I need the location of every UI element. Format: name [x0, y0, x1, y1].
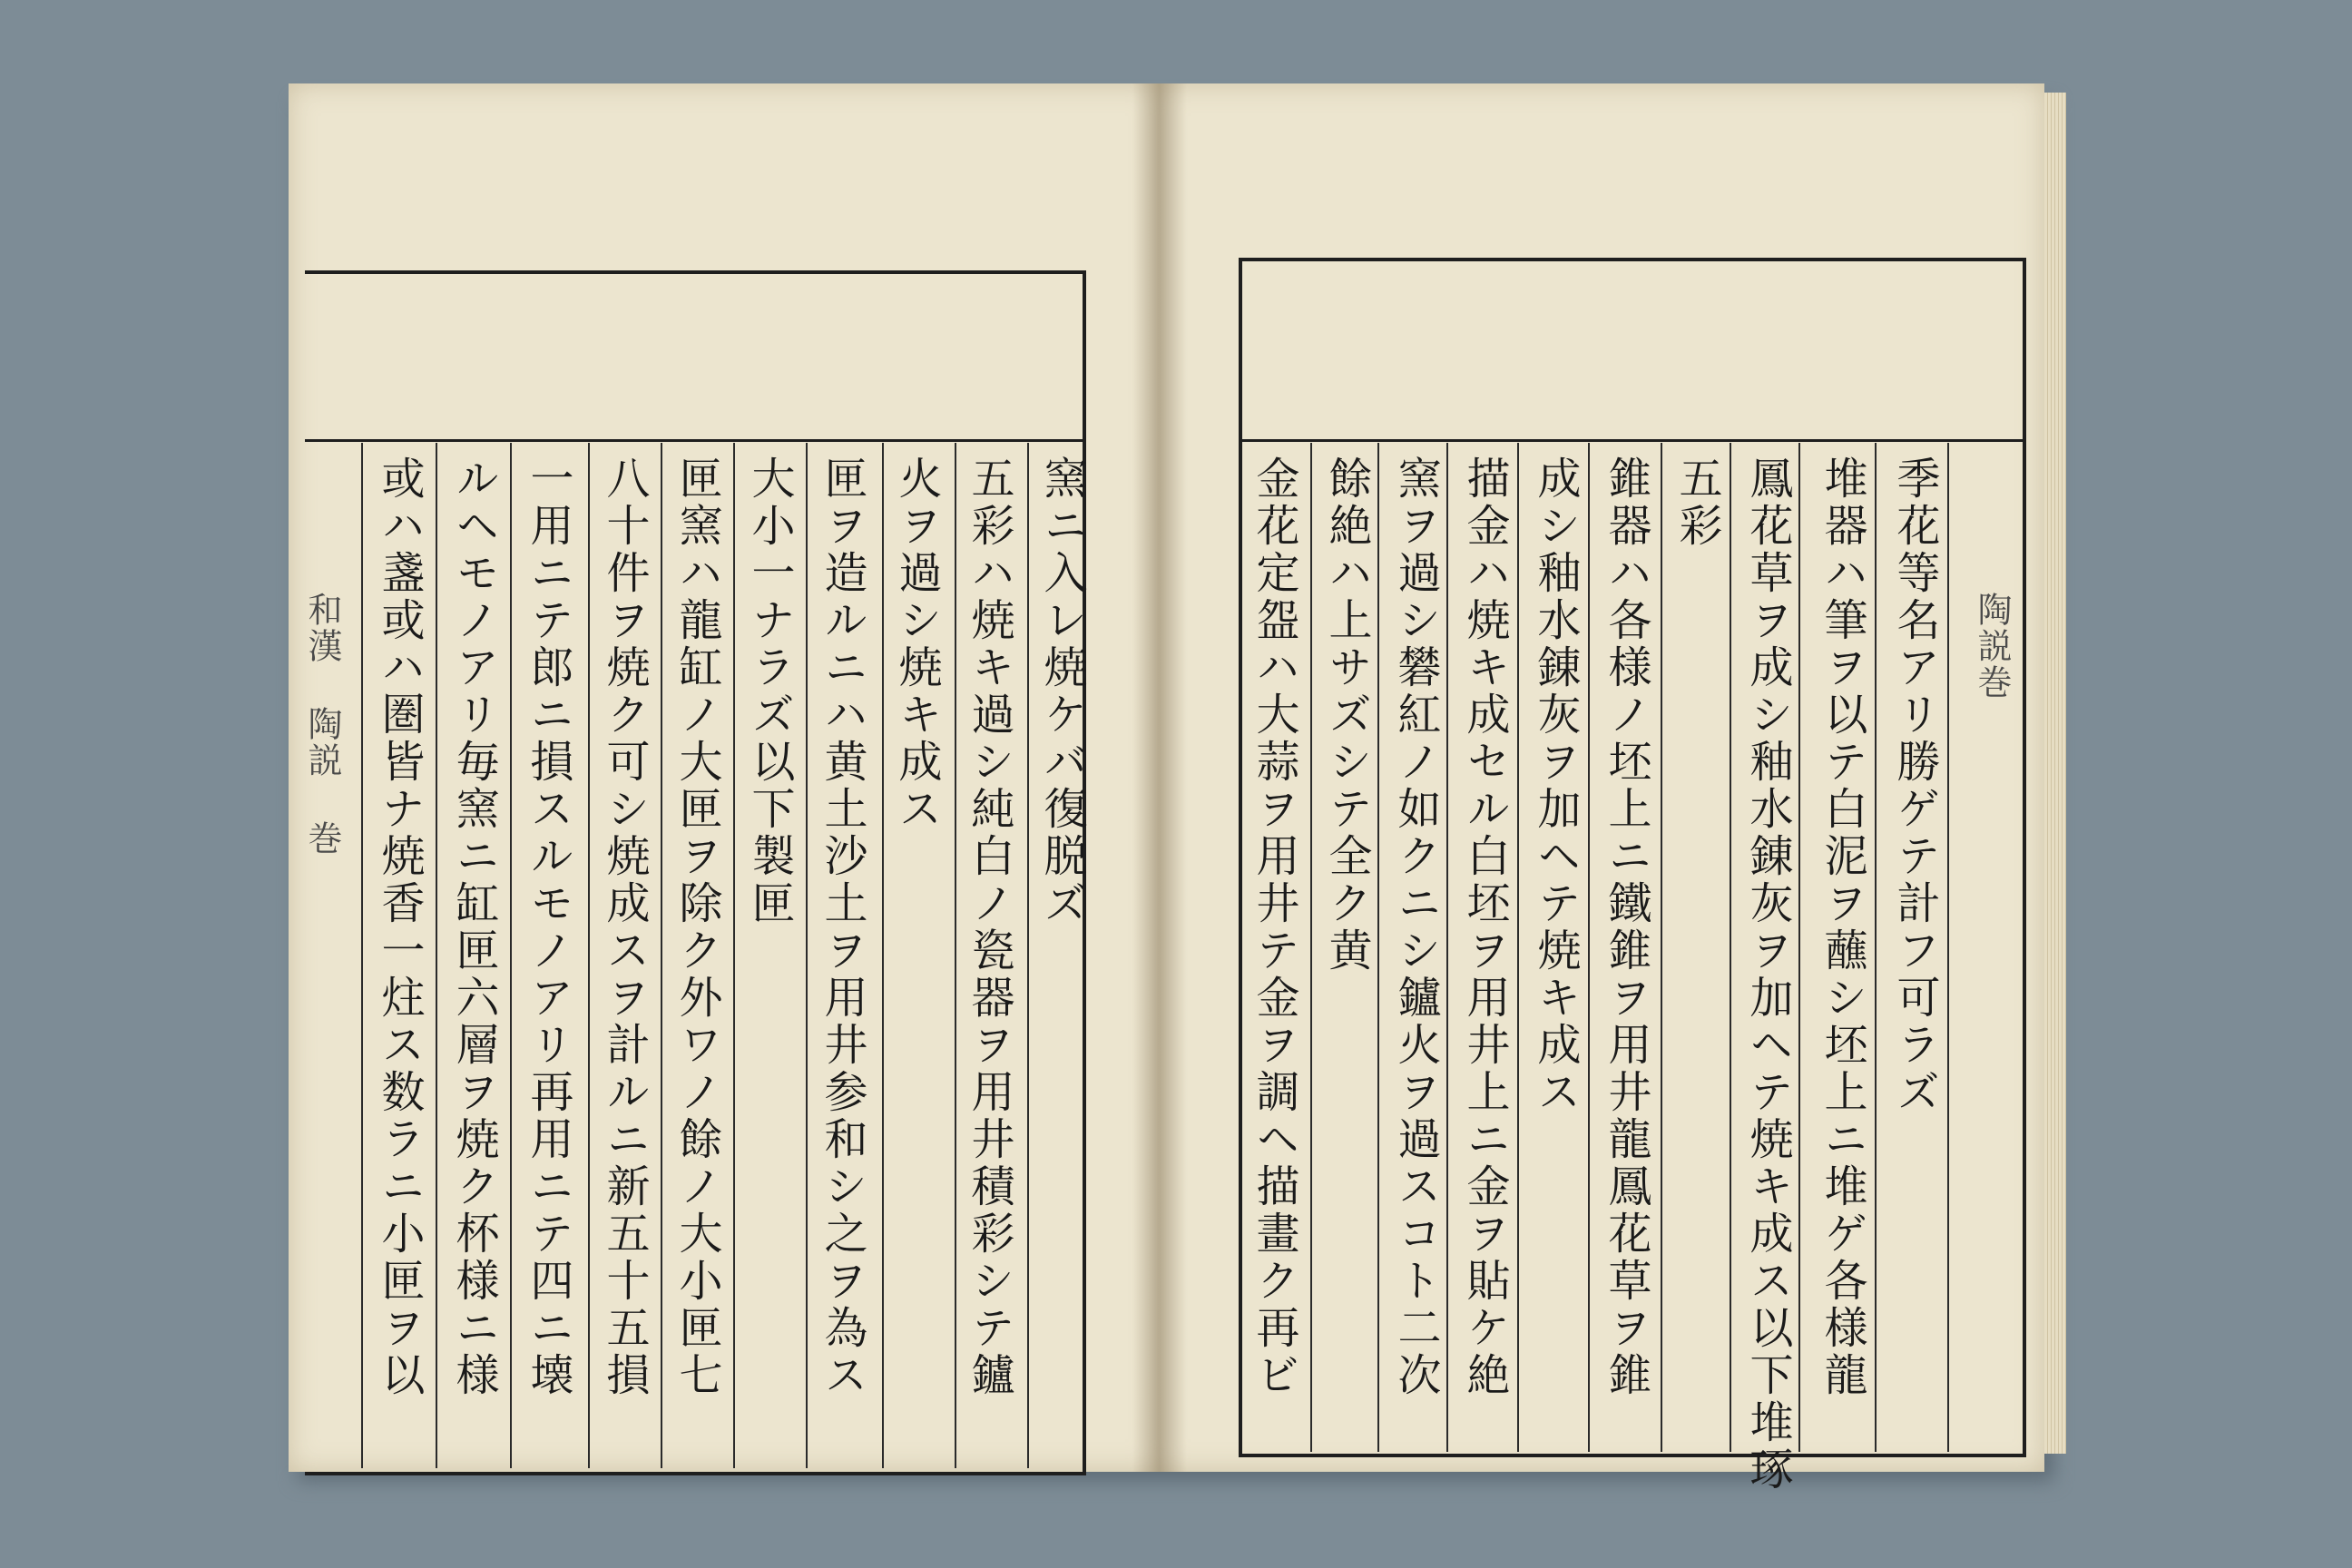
left-column-10: 或ハ盞或ハ圏皆ナ焼香一炷ス数ラニ小匣ヲ以 [374, 456, 425, 1399]
right-column-4: 五彩 [1671, 456, 1722, 550]
page-edges [2044, 93, 2066, 1454]
right-column-8: 窯ヲ過シ礬紅ノ如クニシ鑪火ヲ過スコト二次 [1390, 456, 1441, 1399]
right-column-1: 季花等名アリ勝ゲテ計フ可ラズ [1889, 456, 1940, 1116]
right-column-6: 成シ釉水錬灰ヲ加ヘテ焼キ成ス [1530, 456, 1581, 1116]
left-page [289, 83, 1158, 1472]
left-column-6: 匣窯ハ龍缸ノ大匣ヲ除ク外ワノ餘ノ大小匣七 [671, 456, 722, 1399]
book-gutter [1132, 83, 1187, 1472]
right-column-2: 堆器ハ筆ヲ以テ白泥ヲ蘸シ坯上ニ堆ゲ各様龍 [1817, 456, 1867, 1399]
left-column-3: 火ヲ過シ焼キ成ス [891, 456, 942, 833]
left-column-5: 大小一ナラズ以下製匣 [744, 456, 795, 927]
right-margin-header: 陶説巻 [1972, 592, 2012, 701]
left-column-7: 八十件ヲ焼ク可シ焼成スヲ計ルニ新五十五損 [599, 456, 650, 1399]
left-margin-header: 和漢 陶説 巻 [302, 592, 342, 857]
open-book [289, 83, 2044, 1494]
right-column-9: 餘絶ハ上サズシテ全ク黄 [1321, 456, 1372, 975]
right-page [1158, 83, 2044, 1494]
left-column-4: 匣ヲ造ルニハ黄土沙土ヲ用井参和シ之ヲ為ス [817, 456, 867, 1399]
left-column-1: 窯ニ入レ焼ケバ復脱ズ [1036, 456, 1087, 927]
left-column-2: 五彩ハ焼キ過シ純白ノ瓷器ヲ用井積彩シテ鑪 [964, 456, 1014, 1399]
right-column-10: 金花定盌ハ大蒜ヲ用井テ金ヲ調ヘ描畫ク再ビ [1249, 456, 1299, 1399]
right-column-3: 鳳花草ヲ成シ釉水錬灰ヲ加ヘテ焼キ成ス以下堆琢 [1742, 456, 1793, 1494]
left-column-9: ルヘモノアリ毎窯ニ缸匣六層ヲ焼ク杯様ニ様 [448, 456, 499, 1399]
right-column-7: 描金ハ焼キ成セル白坯ヲ用井上ニ金ヲ貼ケ絶 [1459, 456, 1510, 1399]
left-column-8: 一用ニテ郎ニ損スルモノアリ再用ニテ四ニ壊 [523, 456, 573, 1399]
right-column-5: 錐器ハ各様ノ坯上ニ鐵錐ヲ用井龍鳳花草ヲ錐 [1601, 456, 1651, 1399]
